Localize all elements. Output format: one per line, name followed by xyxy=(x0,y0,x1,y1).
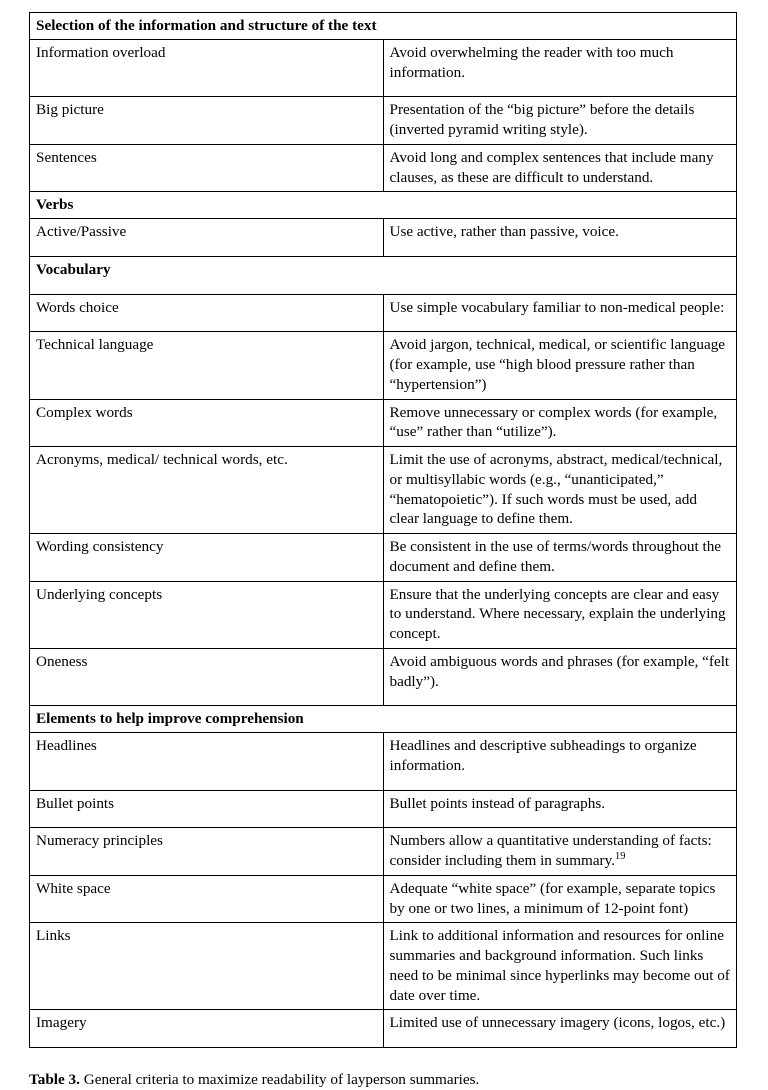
criterion-description: Avoid jargon, technical, medical, or scientific language (for example, use “high blood pressure rather than “hypertension”) xyxy=(383,332,737,399)
criterion-label: White space xyxy=(30,875,384,923)
criterion-description: Remove unnecessary or complex words (for example, “use” rather than “utilize”). xyxy=(383,399,737,447)
table-row xyxy=(30,733,737,791)
criterion-description xyxy=(383,828,737,876)
table-row xyxy=(30,399,737,447)
section-header-row xyxy=(30,13,737,40)
criterion-description: Bullet points instead of paragraphs. xyxy=(383,790,737,828)
criterion-description: Avoid ambiguous words and phrases (for example, “felt badly”). xyxy=(383,648,737,706)
criterion-description: Avoid overwhelming the reader with too much information. xyxy=(383,39,737,97)
criterion-description: Ensure that the underlying concepts are clear and easy to understand. Where necessary, explain the underlying concept. xyxy=(383,581,737,648)
table-caption xyxy=(29,1070,737,1090)
readability-criteria-table xyxy=(29,12,737,1048)
table-row xyxy=(30,332,737,399)
criterion-description: Adequate “white space” (for example, separate topics by one or two lines, a minimum of 12-point font) xyxy=(383,875,737,923)
criterion-label: Technical language xyxy=(30,332,384,399)
criterion-description: Limit the use of acronyms, abstract, medical/technical, or multisyllabic words (e.g., “unanticipated,” “hematopoietic”). If such words must be used, add clear language to define them. xyxy=(383,447,737,534)
caption-text: General criteria to maximize readability of layperson summaries. xyxy=(79,1071,480,1088)
criterion-label: Information overload xyxy=(30,39,384,97)
criterion-label: Big picture xyxy=(30,97,384,145)
criterion-label: Numeracy principles xyxy=(30,828,384,876)
table-row xyxy=(30,447,737,534)
criterion-description: Limited use of unnecessary imagery (icons, logos, etc.) xyxy=(383,1010,737,1048)
criterion-description: Headlines and descriptive subheadings to organize information. xyxy=(383,733,737,791)
table-row xyxy=(30,648,737,706)
section-header-row xyxy=(30,256,737,294)
criterion-label: Imagery xyxy=(30,1010,384,1048)
section-header-label: Verbs xyxy=(30,192,737,219)
table-row xyxy=(30,581,737,648)
criterion-description: Link to additional information and resources for online summaries and background information. Such links need to be minimal since hyperlinks may become out of date over time. xyxy=(383,923,737,1010)
table-row xyxy=(30,923,737,1010)
table-row xyxy=(30,790,737,828)
criterion-label: Headlines xyxy=(30,733,384,791)
section-header-label: Vocabulary xyxy=(30,256,737,294)
criterion-label: Words choice xyxy=(30,294,384,332)
table-row xyxy=(30,294,737,332)
criterion-description: Use active, rather than passive, voice. xyxy=(383,219,737,257)
section-header-label: Elements to help improve comprehension xyxy=(30,706,737,733)
criterion-label: Oneness xyxy=(30,648,384,706)
criterion-description: Avoid long and complex sentences that include many clauses, as these are difficult to understand. xyxy=(383,144,737,192)
table-row xyxy=(30,39,737,97)
table-row xyxy=(30,97,737,145)
section-header-row xyxy=(30,192,737,219)
table-row xyxy=(30,828,737,876)
criterion-description: Presentation of the “big picture” before the details (inverted pyramid writing style). xyxy=(383,97,737,145)
criterion-label: Active/Passive xyxy=(30,219,384,257)
table-row xyxy=(30,144,737,192)
table-body xyxy=(30,13,737,1048)
criterion-description: Be consistent in the use of terms/words throughout the document and define them. xyxy=(383,534,737,582)
criterion-description: Use simple vocabulary familiar to non-medical people: xyxy=(383,294,737,332)
criterion-label: Acronyms, medical/ technical words, etc. xyxy=(30,447,384,534)
caption-label: Table 3. xyxy=(29,1071,80,1088)
table-row xyxy=(30,219,737,257)
criterion-label: Complex words xyxy=(30,399,384,447)
criterion-label: Underlying concepts xyxy=(30,581,384,648)
reference-marker: 19 xyxy=(615,850,626,862)
criterion-label: Links xyxy=(30,923,384,1010)
section-header-row xyxy=(30,706,737,733)
criterion-label: Sentences xyxy=(30,144,384,192)
criterion-description-text: Numbers allow a quantitative understanding of facts: consider including them in summary. xyxy=(389,832,712,869)
table-row xyxy=(30,1010,737,1048)
section-header-label: Selection of the information and structure of the text xyxy=(30,13,737,40)
table-row xyxy=(30,875,737,923)
criterion-label: Bullet points xyxy=(30,790,384,828)
criterion-label: Wording consistency xyxy=(30,534,384,582)
table-row xyxy=(30,534,737,582)
